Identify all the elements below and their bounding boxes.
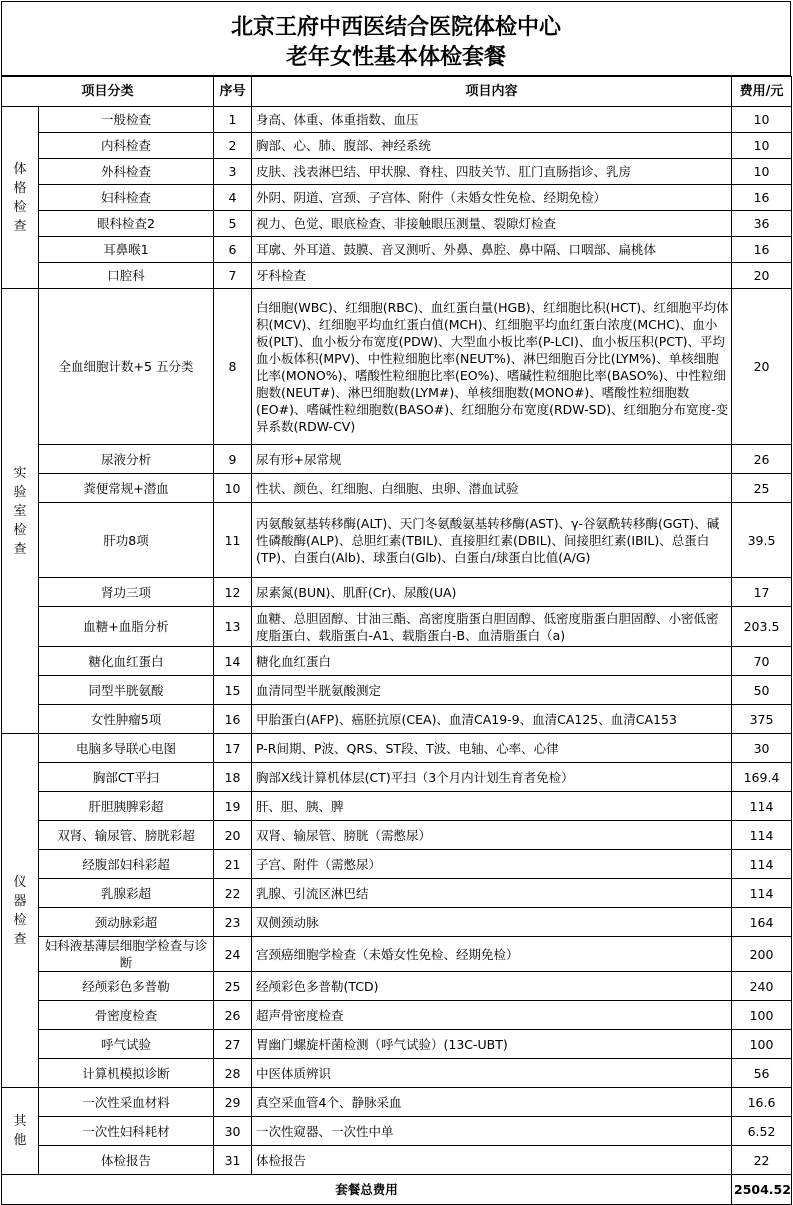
item-content: 胃幽门螺旋杆菌检测（呼气试验）(13C-UBT) (252, 1030, 732, 1059)
item-name: 肝胆胰脾彩超 (39, 792, 214, 821)
item-fee: 114 (732, 879, 792, 908)
item-fee: 39.5 (732, 503, 792, 578)
table-row (2, 578, 792, 607)
item-name: 女性肿瘤5项 (39, 705, 214, 734)
item-fee: 36 (732, 211, 792, 237)
item-fee: 22 (732, 1146, 792, 1175)
category-label: 仪器检查 (2, 734, 39, 1088)
item-name: 胸部CT平扫 (39, 763, 214, 792)
item-fee: 20 (732, 263, 792, 289)
item-content: 超声骨密度检查 (252, 1001, 732, 1030)
item-content: 体检报告 (252, 1146, 732, 1175)
item-name: 颈动脉彩超 (39, 908, 214, 937)
item-name: 一次性采血材料 (39, 1088, 214, 1117)
item-content: P-R间期、P波、QRS、ST段、T波、电轴、心率、心律 (252, 734, 732, 763)
item-seq: 5 (214, 211, 252, 237)
table-row (2, 792, 792, 821)
item-seq: 3 (214, 159, 252, 185)
item-name: 体检报告 (39, 1146, 214, 1175)
item-name: 骨密度检查 (39, 1001, 214, 1030)
header-fee: 费用/元 (732, 77, 792, 107)
table-row (2, 937, 792, 972)
item-content: 糖化血红蛋白 (252, 647, 732, 676)
item-fee: 114 (732, 821, 792, 850)
item-content: 真空采血管4个、静脉采血 (252, 1088, 732, 1117)
hospital-title: 北京王府中西医结合医院体检中心 (230, 14, 561, 40)
item-seq: 30 (214, 1117, 252, 1146)
item-fee: 169.4 (732, 763, 792, 792)
table-row (2, 1117, 792, 1146)
table-row (2, 1146, 792, 1175)
item-fee: 16 (732, 237, 792, 263)
item-seq: 15 (214, 676, 252, 705)
item-content: 耳廓、外耳道、鼓膜、音叉测听、外鼻、鼻腔、鼻中隔、口咽部、扁桃体 (252, 237, 732, 263)
item-name: 血糖+血脂分析 (39, 607, 214, 647)
item-fee: 100 (732, 1001, 792, 1030)
table-row (2, 237, 792, 263)
item-fee: 70 (732, 647, 792, 676)
table-row (2, 607, 792, 647)
item-seq: 16 (214, 705, 252, 734)
item-seq: 7 (214, 263, 252, 289)
item-content: 血糖、总胆固醇、甘油三酯、高密度脂蛋白胆固醇、低密度脂蛋白胆固醇、小密低密度脂蛋白、载脂蛋白-A1、载脂蛋白-B、血清脂蛋白（a) (252, 607, 732, 647)
item-fee: 10 (732, 107, 792, 133)
item-name: 耳鼻喉1 (39, 237, 214, 263)
item-fee: 20 (732, 289, 792, 445)
item-fee: 164 (732, 908, 792, 937)
item-seq: 23 (214, 908, 252, 937)
item-name: 同型半胱氨酸 (39, 676, 214, 705)
item-fee: 100 (732, 1030, 792, 1059)
item-fee: 200 (732, 937, 792, 972)
item-name: 全血细胞计数+5 五分类 (39, 289, 214, 445)
category-label: 其他 (2, 1088, 39, 1175)
item-name: 经腹部妇科彩超 (39, 850, 214, 879)
item-seq: 31 (214, 1146, 252, 1175)
item-name: 电脑多导联心电图 (39, 734, 214, 763)
item-name: 计算机模拟诊断 (39, 1059, 214, 1088)
item-content: 中医体质辨识 (252, 1059, 732, 1088)
table-row (2, 908, 792, 937)
header-row (2, 77, 792, 107)
category-label: 实验室检查 (2, 289, 39, 734)
item-name: 粪便常规+潜血 (39, 474, 214, 503)
item-seq: 11 (214, 503, 252, 578)
item-fee: 203.5 (732, 607, 792, 647)
item-seq: 29 (214, 1088, 252, 1117)
item-name: 尿液分析 (39, 445, 214, 474)
item-name: 外科检查 (39, 159, 214, 185)
table-row (2, 263, 792, 289)
table-row (2, 763, 792, 792)
item-fee: 16 (732, 185, 792, 211)
item-seq: 8 (214, 289, 252, 445)
item-content: 经颅彩色多普勒(TCD) (252, 972, 732, 1001)
item-seq: 2 (214, 133, 252, 159)
item-seq: 20 (214, 821, 252, 850)
total-label: 套餐总费用 (2, 1175, 732, 1205)
item-content: 双侧颈动脉 (252, 908, 732, 937)
table-row (2, 503, 792, 578)
item-seq: 10 (214, 474, 252, 503)
table-row (2, 211, 792, 237)
item-fee: 50 (732, 676, 792, 705)
total-row (2, 1175, 792, 1205)
item-seq: 26 (214, 1001, 252, 1030)
table-row (2, 705, 792, 734)
item-seq: 19 (214, 792, 252, 821)
item-name: 妇科检查 (39, 185, 214, 211)
item-content: 一次性窥器、一次性中单 (252, 1117, 732, 1146)
package-sheet (1, 1, 791, 1197)
table-row (2, 474, 792, 503)
item-name: 妇科液基薄层细胞学检查与诊断 (39, 937, 214, 972)
header-category: 项目分类 (2, 77, 214, 107)
item-fee: 16.6 (732, 1088, 792, 1117)
item-content: 皮肤、浅表淋巴结、甲状腺、脊柱、四肢关节、肛门直肠指诊、乳房 (252, 159, 732, 185)
item-fee: 10 (732, 133, 792, 159)
table-row (2, 1059, 792, 1088)
item-fee: 114 (732, 850, 792, 879)
item-content: 血清同型半胱氨酸测定 (252, 676, 732, 705)
item-fee: 10 (732, 159, 792, 185)
item-content: 性状、颜色、红细胞、白细胞、虫卵、潜血试验 (252, 474, 732, 503)
item-seq: 6 (214, 237, 252, 263)
item-fee: 25 (732, 474, 792, 503)
item-name: 眼科检查2 (39, 211, 214, 237)
item-content: 视力、色觉、眼底检查、非接触眼压测量、裂隙灯检查 (252, 211, 732, 237)
item-seq: 18 (214, 763, 252, 792)
item-content: 双肾、输尿管、膀胱（需憋尿） (252, 821, 732, 850)
item-name: 一般检查 (39, 107, 214, 133)
item-seq: 28 (214, 1059, 252, 1088)
item-content: 白细胞(WBC)、红细胞(RBC)、血红蛋白量(HGB)、红细胞比积(HCT)、红细胞平均体积(MCV)、红细胞平均血红蛋白值(MCH)、红细胞平均血红蛋白浓度(MCHC)、血小板(PLT)、血小板分布宽度(PDW)、大型血小板比率(P-LCI)、血小板压积(PCT)、平均血小板体积(MPV)、中性粒细胞比率(NEUT%)、淋巴细胞百分比(LYM%)、单核细胞比率(MONO%)、嗜酸性粒细胞比率(EO%)、嗜碱性粒细胞比率(BASO%)、中性粒细胞数(NEUT#)、淋巴细胞数(LYM#)、单核细胞数(MONO#)、嗜酸性粒细胞数(EO#)、嗜碱性粒细胞数(BASO#)、红细胞分布宽度(RDW-SD)、红细胞分布宽度-变异系数(RDW-CV) (252, 289, 732, 445)
table-row (2, 1001, 792, 1030)
item-seq: 4 (214, 185, 252, 211)
table-row (2, 647, 792, 676)
item-fee: 240 (732, 972, 792, 1001)
item-seq: 9 (214, 445, 252, 474)
title-box (1, 1, 791, 76)
package-table (1, 76, 792, 1205)
item-content: 胸部、心、肺、腹部、神经系统 (252, 133, 732, 159)
total-value: 2504.52 (732, 1175, 792, 1205)
item-name: 呼气试验 (39, 1030, 214, 1059)
table-row (2, 159, 792, 185)
item-name: 内科检查 (39, 133, 214, 159)
item-content: 乳腺、引流区淋巴结 (252, 879, 732, 908)
table-row (2, 972, 792, 1001)
header-content: 项目内容 (252, 77, 732, 107)
item-name: 经颅彩色多普勒 (39, 972, 214, 1001)
table-row (2, 289, 792, 445)
item-fee: 375 (732, 705, 792, 734)
item-seq: 14 (214, 647, 252, 676)
item-name: 乳腺彩超 (39, 879, 214, 908)
table-body (2, 107, 792, 1175)
item-seq: 17 (214, 734, 252, 763)
table-row (2, 445, 792, 474)
item-fee: 6.52 (732, 1117, 792, 1146)
item-content: 子宫、附件（需憋尿） (252, 850, 732, 879)
table-row (2, 734, 792, 763)
item-name: 双肾、输尿管、膀胱彩超 (39, 821, 214, 850)
table-row (2, 185, 792, 211)
item-fee: 56 (732, 1059, 792, 1088)
item-content: 牙科检查 (252, 263, 732, 289)
table-row (2, 850, 792, 879)
table-row (2, 1030, 792, 1059)
item-name: 肾功三项 (39, 578, 214, 607)
item-seq: 21 (214, 850, 252, 879)
item-fee: 30 (732, 734, 792, 763)
item-content: 胸部X线计算机体层(CT)平扫（3个月内计划生育者免检） (252, 763, 732, 792)
item-content: 尿有形+尿常规 (252, 445, 732, 474)
item-content: 身高、体重、体重指数、血压 (252, 107, 732, 133)
item-content: 尿素氮(BUN)、肌酐(Cr)、尿酸(UA) (252, 578, 732, 607)
item-seq: 27 (214, 1030, 252, 1059)
table-row (2, 821, 792, 850)
item-name: 一次性妇科耗材 (39, 1117, 214, 1146)
table-row (2, 1088, 792, 1117)
item-name: 口腔科 (39, 263, 214, 289)
item-name: 糖化血红蛋白 (39, 647, 214, 676)
item-content: 肝、胆、胰、脾 (252, 792, 732, 821)
item-seq: 12 (214, 578, 252, 607)
table-row (2, 107, 792, 133)
item-seq: 1 (214, 107, 252, 133)
item-fee: 17 (732, 578, 792, 607)
table-row (2, 879, 792, 908)
header-seq: 序号 (214, 77, 252, 107)
item-seq: 22 (214, 879, 252, 908)
item-content: 外阴、阴道、宫颈、子宫体、附件（未婚女性免检、经期免检） (252, 185, 732, 211)
package-title: 老年女性基本体检套餐 (285, 44, 506, 70)
category-label: 体格检查 (2, 107, 39, 289)
item-fee: 114 (732, 792, 792, 821)
item-name: 肝功8项 (39, 503, 214, 578)
item-seq: 13 (214, 607, 252, 647)
item-fee: 26 (732, 445, 792, 474)
table-row (2, 676, 792, 705)
item-seq: 24 (214, 937, 252, 972)
item-seq: 25 (214, 972, 252, 1001)
item-content: 宫颈癌细胞学检查（未婚女性免检、经期免检） (252, 937, 732, 972)
table-row (2, 133, 792, 159)
item-content: 丙氨酸氨基转移酶(ALT)、天门冬氨酸氨基转移酶(AST)、γ-谷氨酰转移酶(GGT)、碱性磷酸酶(ALP)、总胆红素(TBIL)、直接胆红素(DBIL)、间接胆红素(IBIL)、总蛋白(TP)、白蛋白(Alb)、球蛋白(Glb)、白蛋白/球蛋白比值(A/G) (252, 503, 732, 578)
item-content: 甲胎蛋白(AFP)、癌胚抗原(CEA)、血清CA19-9、血清CA125、血清CA153 (252, 705, 732, 734)
